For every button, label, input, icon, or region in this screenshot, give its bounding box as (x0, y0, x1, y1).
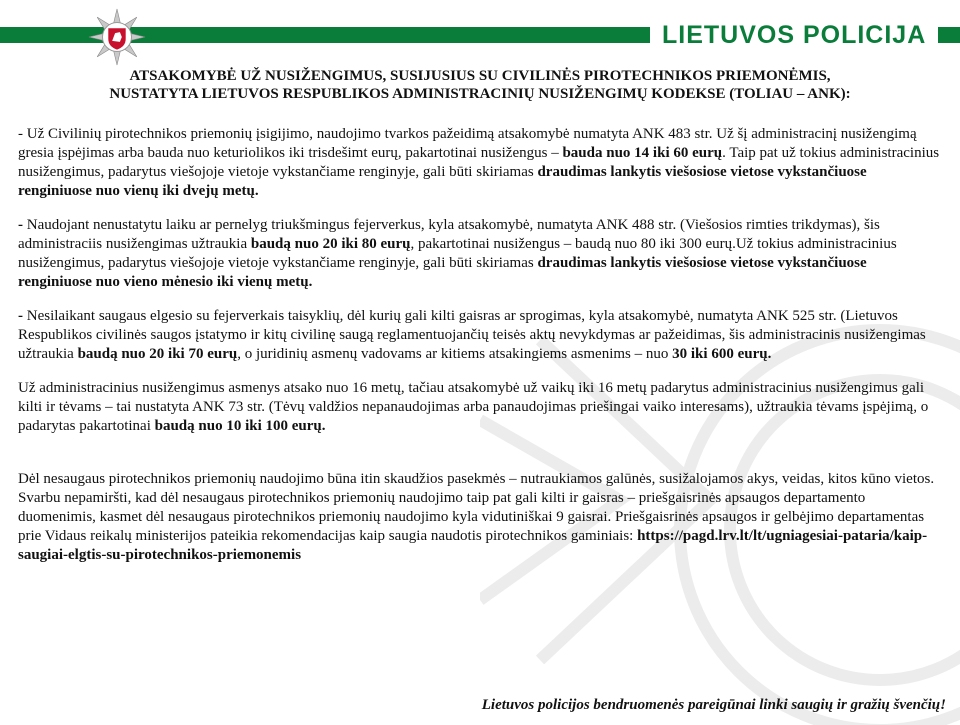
p2-ban: draudimas lankytis viešosiose vietose vykstančiuose renginiuose nuo vieno mėnesio iki vienų metų. (18, 255, 867, 290)
paragraph-fire-safety (18, 307, 942, 364)
brand-name: LIETUVOS POLICIJA (662, 20, 927, 49)
title-line-1: ATSAKOMYBĖ UŽ NUSIŽENGIMUS, SUSIJUSIUS SU CIVILINĖS PIROTECHNIKOS PRIEMONĖMIS, (129, 68, 831, 84)
p1-fine: bauda nuo 14 iki 60 eurų (562, 145, 723, 161)
p3-fine: baudą nuo 20 iki 70 eurų (77, 346, 238, 362)
document-body (18, 125, 942, 580)
paragraph-age-responsibility (18, 379, 942, 436)
p3-dash: - (18, 308, 27, 324)
p3-fine-legal: 30 iki 600 eurų. (672, 346, 772, 362)
title-line-2: NUSTATYTA LIETUVOS RESPUBLIKOS ADMINISTRACINIŲ NUSIŽENGIMŲ KODEKSE (TOLIAU – ANK): (109, 86, 851, 102)
closing-wishes: Lietuvos policijos bendruomenės pareigūnai linki saugių ir gražių švenčių! (481, 697, 946, 713)
p5-text-a: Dėl nesaugaus pirotechnikos priemonių naudojimo būna itin skaudžios pasekmės – nutraukiamos galūnės, susižalojamos akys, veidas, kitos kūno vietos. Svarbu nepamiršti, kad dėl nesaugaus pirotechnikos priemonių naudojimo taip pat gali kilti ir gaisras – priešgaisrinės apsaugos departamento duomenimis, kasmet dėl nesaugaus pirotechnikos priemonių naudojimo kyla vidutiniškai 9 gaisrai. Priešgaisrinės apsaugos ir gelbėjimo departamentas prie Vidaus reikalų ministerijos pateikia rekomendacijas kaip saugia naudotis pirotechnikos gaminiais: (18, 471, 935, 544)
p1-text-c: . Taip pat už tokius administracinius nusižengimus, padarytus viešojoje vietoje vykstančiame renginyje, gali būti skiriamas (18, 145, 940, 180)
p1-ban: draudimas lankytis viešosiose vietose vykstančiuose renginiuose nuo vienų iki dvejų metų. (18, 164, 867, 199)
brand-logo (650, 19, 938, 51)
p2-fine: baudą nuo 20 iki 80 eurų (250, 236, 411, 252)
p2-text-d: , pakartotinai nusižengus – baudą nuo 80 iki 300 eurų.Už tokius administracinius nusižengimus, padarytus viešojoje vietoje vykstančiame renginyje, gali būti skiriamas (18, 236, 897, 271)
paragraph-noisy-fireworks (18, 216, 942, 292)
paragraph-civil-pyrotechnics (18, 125, 942, 201)
p3-text-b: Nesilaikant saugaus elgesio su fejerverkais taisyklių, dėl kurių gali kilti gaisras ar sprogimas, kyla atsakomybė, numatyta ANK 525 str. (Lietuvos Respublikos civilinės saugos įstatymo ir kitų civilinę saugą reglamentuojančių teisės aktų nevykdymas ar pažeidimas, šis administracinis nusižengimas užtraukia (18, 308, 926, 362)
p3-text-d: , o juridinių asmenų vadovams ar kitiems atsakingiems asmenims – nuo (237, 346, 673, 362)
recommendations-link[interactable]: https://pagd.lrv.lt/lt/ugniagesiai-pataria/kaip-saugiai-elgtis-su-pirotechnikos-priemonemis (18, 528, 928, 563)
p2-dash: - (18, 217, 27, 233)
page-title (20, 67, 940, 103)
p4-fine: baudą nuo 10 iki 100 eurų. (154, 418, 326, 434)
paragraph-consequences (18, 470, 942, 565)
p1-text-a: - Už Civilinių pirotechnikos priemonių įsigijimo, naudojimo tvarkos pažeidimą atsakomybė numatyta ANK 483 str. Už šį administracinį nusižengimą gresia įspėjimas arba bauda nuo keturiolikos iki trisdešimt eurų, pakartotinai nusižengus – (18, 126, 917, 161)
p4-text-a: Už administracinius nusižengimus asmenys atsako nuo 16 metų, tačiau atsakomybė už vaikų iki 16 metų padarytus administracinius nusižengimus gali kilti ir tėvams – tai nustatyta ANK 73 str. (Tėvų valdžios nepanaudojimas arba panaudojimas priešingai vaiko interesams), užtraukia tėvams įspėjimą, o padarytas pakartotinai (18, 380, 929, 434)
p2-text-b: Naudojant nenustatytu laiku ar pernelyg triukšmingus fejerverkus, kyla atsakomybė, numatyta ANK 488 str. (Viešosios rimties trikdymas), šis administraciis nusižengimas užtraukia (18, 217, 880, 252)
police-emblem-icon (88, 8, 146, 66)
